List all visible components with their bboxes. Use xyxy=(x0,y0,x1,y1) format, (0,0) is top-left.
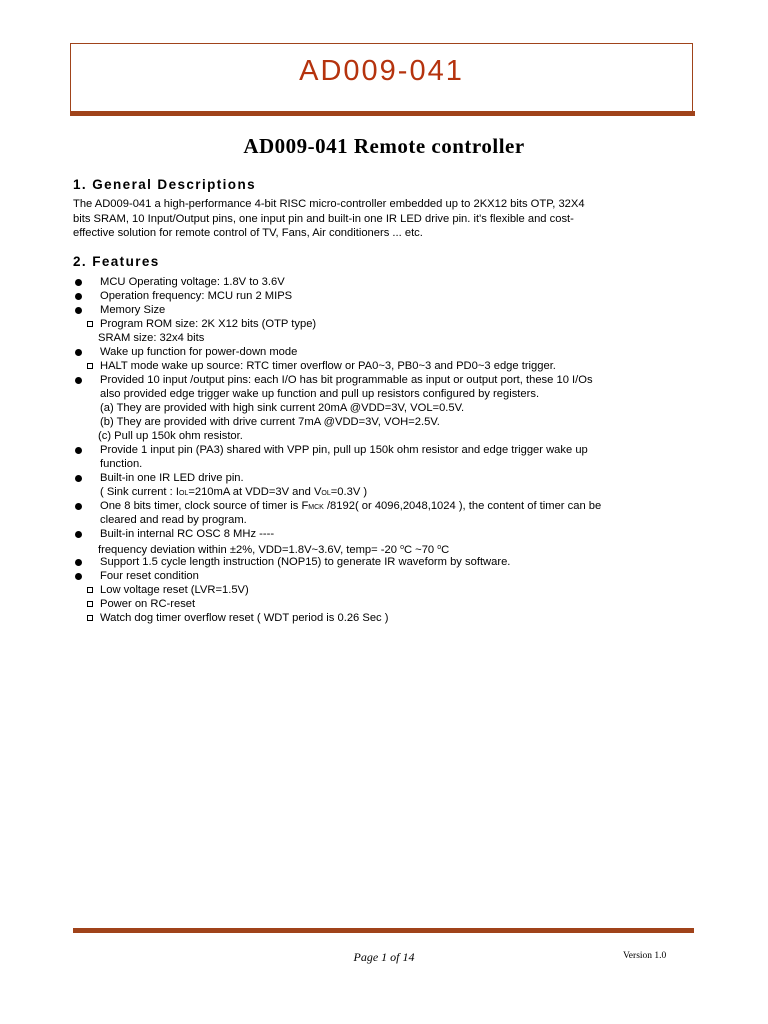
feature-item: Four reset condition xyxy=(100,570,199,582)
feature-item-continuation: also provided edge trigger wake up function and pull up resistors configured by registers. xyxy=(100,388,540,400)
bullet-icon xyxy=(75,279,82,286)
feature-subitem: (c) Pull up 150k ohm resistor. xyxy=(98,430,243,442)
degree-superscript: o xyxy=(400,544,404,551)
bullet-icon xyxy=(75,377,82,384)
checkbox-square-icon xyxy=(87,363,93,369)
feature-subitem: SRAM size: 32x4 bits xyxy=(98,332,205,344)
feature-subitem: Program ROM size: 2K X12 bits (OTP type) xyxy=(100,318,317,330)
subscript-text: OL xyxy=(178,490,189,497)
feature-item: Provide 1 input pin (PA3) shared with VPP pin, pull up 150k ohm resistor and edge trigger wake up xyxy=(100,444,588,456)
checkbox-square-icon xyxy=(87,601,93,607)
general-description-line: bits SRAM, 10 Input/Output pins, one input pin and built-in one IR LED drive pin. it's flexible and cost- xyxy=(73,213,574,225)
feature-subitem: Low voltage reset (LVR=1.5V) xyxy=(100,584,249,596)
sink-text: ( Sink current : I xyxy=(100,486,179,498)
bullet-icon xyxy=(75,503,82,510)
sink-text: =0.3V ) xyxy=(330,486,368,498)
subscript-text: OL xyxy=(321,490,331,497)
timer-text: One 8 bits timer, clock source of timer is F xyxy=(100,500,309,512)
freq-text: C ~70 xyxy=(403,544,438,556)
page-title: AD009-041 Remote controller xyxy=(243,134,525,158)
timer-text: /8192( or 4096,2048,1024 ), the content of timer can be xyxy=(323,500,602,512)
page-number: Page 1 of 14 xyxy=(353,950,415,964)
subscript-text: MCK xyxy=(308,504,324,511)
bullet-icon xyxy=(75,559,82,566)
feature-item: MCU Operating voltage: 1.8V to 3.6V xyxy=(100,276,285,288)
freq-text: frequency deviation within xyxy=(98,544,230,556)
bullet-icon xyxy=(75,293,82,300)
feature-item: Wake up function for power-down mode xyxy=(100,346,298,358)
feature-subitem: Power on RC-reset xyxy=(100,598,196,610)
freq-text: C xyxy=(441,544,450,556)
footer-rule xyxy=(73,928,694,933)
feature-item-continuation: cleared and read by program. xyxy=(100,514,247,526)
feature-subitem: (b) They are provided with drive current 7mA @VDD=3V, VOH=2.5V. xyxy=(100,416,440,428)
feature-item: Memory Size xyxy=(100,304,166,316)
feature-item: Support 1.5 cycle length instruction (NOP15) to generate IR waveform by software. xyxy=(100,556,511,568)
section-heading-general: 1. General Descriptions xyxy=(73,177,257,192)
bullet-icon xyxy=(75,447,82,454)
feature-item: Built-in one IR LED drive pin. xyxy=(100,472,244,484)
general-description-line: effective solution for remote control of TV, Fans, Air conditioners ... etc. xyxy=(73,227,423,239)
sink-text: =210mA at VDD=3V and V xyxy=(188,486,322,498)
bullet-icon xyxy=(75,307,82,314)
feature-item: Operation frequency: MCU run 2 MIPS xyxy=(100,290,293,302)
degree-superscript: o xyxy=(437,544,442,551)
feature-item-continuation: function. xyxy=(100,458,143,470)
bullet-icon xyxy=(75,475,82,482)
checkbox-square-icon xyxy=(87,587,93,593)
bullet-icon xyxy=(75,531,82,538)
feature-item: Built-in internal RC OSC 8 MHz ---- xyxy=(100,528,275,540)
general-description-line: The AD009-041 a high-performance 4-bit RISC micro-controller embedded up to 2KX12 bits OTP, 32X4 xyxy=(73,198,585,210)
feature-subitem: (a) They are provided with high sink current 20mA @VDD=3V, VOL=0.5V. xyxy=(100,402,465,414)
bullet-icon xyxy=(75,573,82,580)
header-doc-number: AD009-041 xyxy=(299,55,464,87)
bullet-icon xyxy=(75,349,82,356)
section-heading-features: 2. Features xyxy=(73,254,160,269)
checkbox-square-icon xyxy=(87,321,93,327)
feature-subitem: Watch dog timer overflow reset ( WDT period is 0.26 Sec ) xyxy=(100,612,389,624)
freq-text: %, VDD=1.8V~3.6V, temp= -20 xyxy=(242,544,401,556)
feature-item: Provided 10 input /output pins: each I/O has bit programmable as input or output port, these 10 I/Os xyxy=(100,374,593,386)
header-rule xyxy=(70,111,695,116)
version-label: Version 1.0 xyxy=(623,951,667,961)
feature-subitem: HALT mode wake up source: RTC timer overflow or PA0~3, PB0~3 and PD0~3 edge trigger. xyxy=(100,360,556,372)
plus-minus-text: ±2 xyxy=(229,544,243,556)
checkbox-square-icon xyxy=(87,615,93,621)
